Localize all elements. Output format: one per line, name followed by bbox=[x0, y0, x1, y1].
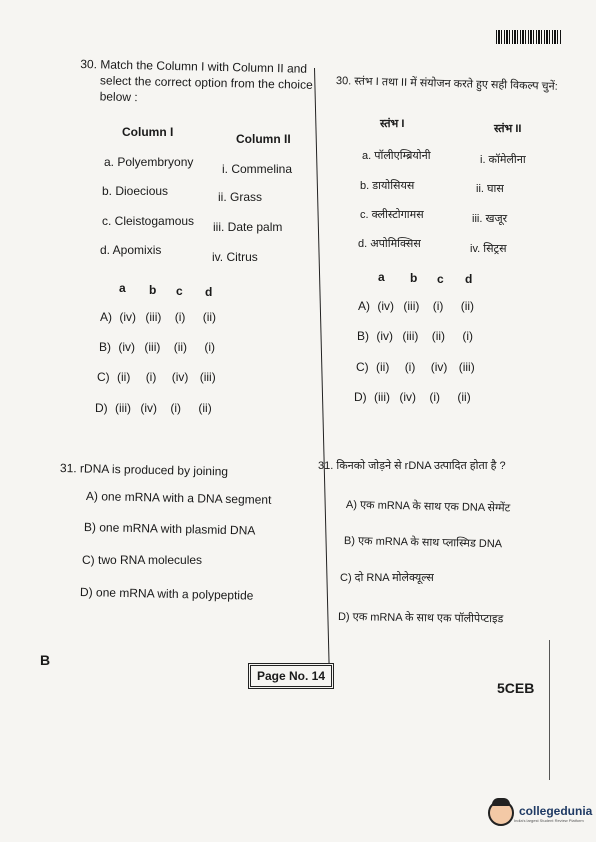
option-label: C) bbox=[97, 370, 110, 384]
q30-hi-option-b[interactable] bbox=[357, 329, 473, 343]
q31-en-option-c[interactable]: C) two RNA molecules bbox=[82, 553, 203, 567]
option-label: D) bbox=[354, 390, 367, 404]
q30-hi-col2-i: i. कॉमेलीना bbox=[480, 154, 526, 166]
q31-hi-option-d[interactable]: D) एक mRNA के साथ एक पॉलीपेप्टाइड bbox=[337, 611, 504, 626]
option-cell: (i) bbox=[429, 390, 441, 404]
option-label: C) bbox=[356, 360, 369, 374]
collegedunia-logo bbox=[488, 800, 592, 826]
option-cell: (iii) bbox=[402, 329, 419, 343]
q30-hi-col2-head: स्तंभ II bbox=[494, 123, 522, 135]
option-cell: (iii) bbox=[458, 360, 475, 374]
q30-en-option-c[interactable] bbox=[97, 370, 216, 384]
q30-hi-head-d: d bbox=[465, 272, 473, 286]
q30-hi-col1-head: स्तंभ I bbox=[380, 118, 405, 130]
option-cell: (i) bbox=[404, 360, 416, 374]
q30-hi-option-c[interactable] bbox=[356, 360, 475, 374]
q31-hi-stem: 31. किनको जोड़ने से rDNA उत्पादित होता है ? bbox=[318, 460, 506, 472]
q30-en-col2-iii: iii. Date palm bbox=[213, 220, 283, 234]
option-cell: (i) bbox=[462, 329, 474, 343]
q30-hi-head-b: b bbox=[410, 271, 418, 285]
option-cell: (i) bbox=[432, 299, 444, 313]
option-label: B) bbox=[99, 340, 111, 354]
q30-hi-head-a: a bbox=[378, 270, 385, 284]
q30-hi-col1-c: c. क्लीस्टोगामस bbox=[360, 209, 424, 221]
q30-hi-col2-iv: iv. सिट्रस bbox=[470, 243, 507, 255]
option-cell: (iv) bbox=[171, 370, 189, 384]
option-cell: (iv) bbox=[430, 360, 448, 374]
paper-code: 5CEB bbox=[497, 680, 535, 696]
q31-en-option-a[interactable]: A) one mRNA with a DNA segment bbox=[85, 489, 272, 507]
option-cell: (iii) bbox=[374, 390, 391, 404]
q30-en-head-a: a bbox=[119, 281, 126, 295]
logo-brand: collegedunia bbox=[519, 803, 593, 818]
option-cell: (iv) bbox=[119, 310, 137, 324]
option-label: A) bbox=[100, 310, 112, 324]
option-cell: (ii) bbox=[173, 340, 188, 354]
option-cell: (ii) bbox=[457, 390, 471, 404]
option-cell: (iii) bbox=[144, 340, 161, 354]
option-cell: (ii) bbox=[376, 360, 390, 374]
option-cell: (i) bbox=[170, 401, 182, 415]
option-cell: (iv) bbox=[377, 299, 395, 313]
option-cell: (i) bbox=[145, 370, 157, 384]
column-divider bbox=[314, 68, 330, 664]
q31-en-option-d[interactable]: D) one mRNA with a polypeptide bbox=[79, 585, 254, 603]
option-cell: (iii) bbox=[115, 401, 132, 415]
option-label: B) bbox=[357, 329, 369, 343]
option-label: A) bbox=[358, 299, 370, 313]
option-cell: (iv) bbox=[376, 329, 394, 343]
page-number-box bbox=[248, 663, 334, 689]
option-cell: (iii) bbox=[199, 370, 216, 384]
option-cell: (i) bbox=[204, 340, 216, 354]
q31-hi-option-c[interactable]: C) दो RNA मोलेक्यूल्स bbox=[340, 572, 434, 584]
option-cell: (ii) bbox=[198, 401, 212, 415]
q30-en-col1-b: b. Dioecious bbox=[102, 184, 169, 198]
q30-en-col2-head: Column II bbox=[236, 132, 291, 146]
q30-en-stem-line1: 30. Match the Column I with Column II and bbox=[80, 57, 308, 76]
q30-en-stem-line3: below : bbox=[99, 89, 138, 105]
option-cell: (i) bbox=[174, 310, 186, 324]
option-label: D) bbox=[95, 401, 108, 415]
q31-en-stem: 31. rDNA is produced by joining bbox=[59, 461, 229, 479]
series-letter: B bbox=[40, 652, 51, 668]
q30-hi-col1-a: a. पॉलीएम्ब्रियोनी bbox=[362, 150, 431, 162]
option-cell: (iv) bbox=[140, 401, 158, 415]
q30-hi-option-a[interactable] bbox=[358, 299, 474, 313]
option-cell: (iii) bbox=[145, 310, 162, 324]
q30-en-head-c: c bbox=[176, 284, 183, 298]
q30-en-option-a[interactable] bbox=[100, 310, 216, 324]
option-cell: (ii) bbox=[202, 310, 217, 324]
q30-hi-col2-iii: iii. खजूर bbox=[472, 213, 508, 225]
q31-hi-option-a[interactable]: A) एक mRNA के साथ एक DNA सेग्मेंट bbox=[345, 499, 511, 515]
edge-line bbox=[549, 640, 550, 780]
logo-avatar-icon bbox=[488, 800, 514, 826]
option-cell: (ii) bbox=[460, 299, 475, 313]
q30-en-col1-c: c. Cleistogamous bbox=[102, 214, 195, 228]
q30-en-col1-a: a. Polyembryony bbox=[104, 155, 194, 169]
q30-en-head-b: b bbox=[149, 283, 157, 297]
q30-en-col2-i: i. Commelina bbox=[222, 162, 293, 176]
q30-en-option-b[interactable] bbox=[99, 340, 215, 354]
q30-en-head-d: d bbox=[205, 285, 213, 299]
barcode bbox=[496, 30, 562, 44]
option-cell: (iv) bbox=[118, 340, 136, 354]
q30-hi-stem: 30. स्तंभ I तथा II में संयोजन करते हुए सही विकल्प चुनें: bbox=[335, 75, 558, 93]
q30-en-option-d[interactable] bbox=[95, 401, 212, 415]
q30-hi-col1-b: b. डायोसियस bbox=[360, 180, 415, 192]
option-cell: (iv) bbox=[399, 390, 417, 404]
q30-en-stem bbox=[80, 56, 313, 104]
q30-en-col1-d: d. Apomixis bbox=[100, 243, 162, 257]
option-cell: (iii) bbox=[403, 299, 420, 313]
option-cell: (ii) bbox=[117, 370, 131, 384]
q31-hi-option-b[interactable]: B) एक mRNA के साथ प्लास्मिड DNA bbox=[343, 535, 503, 551]
q30-en-col1-head: Column I bbox=[122, 125, 174, 139]
q30-en-col2-iv: iv. Citrus bbox=[212, 250, 258, 264]
q31-en-option-b[interactable]: B) one mRNA with plasmid DNA bbox=[83, 520, 256, 538]
option-cell: (ii) bbox=[431, 329, 446, 343]
q30-en-stem-line2: select the correct option from the choice bbox=[99, 73, 313, 92]
page-number: Page No. 14 bbox=[250, 665, 332, 687]
q30-hi-col2-ii: ii. घास bbox=[476, 183, 504, 195]
q30-en-col2-ii: ii. Grass bbox=[218, 190, 263, 204]
q30-hi-head-c: c bbox=[437, 272, 444, 286]
q30-hi-option-d[interactable] bbox=[354, 390, 471, 404]
q30-hi-col1-d: d. अपोमिक्सिस bbox=[358, 238, 421, 250]
logo-tagline: India's largest Student Review Platform bbox=[514, 817, 584, 823]
